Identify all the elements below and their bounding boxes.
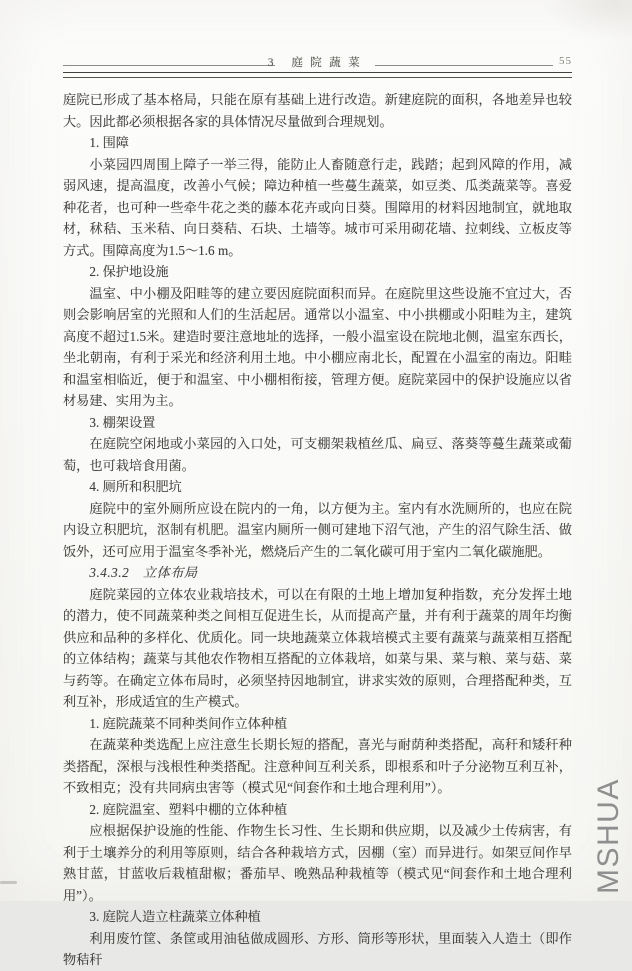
page-header <box>63 54 572 80</box>
chapter-title: 3 庭院蔬菜 <box>267 57 368 69</box>
numbered-heading: 2. 庭院温室、塑料中棚的立体种植 <box>89 801 288 817</box>
body-paragraph: 在蔬菜种类选配上应注意生长期长短的搭配，喜光与耐荫种类搭配，高秆和矮秆种类搭配，深根与浅根性种类搭配。注意种间互利关系，即根系和叶子分泌物互利互补，不致相克；没有共同病虫害等（模式见“间套作和土地合理利用”）。 <box>63 737 572 795</box>
watermark-text: MSHUA <box>592 778 625 894</box>
numbered-heading: 3. 庭院人造立柱蔬菜立体种植 <box>89 909 261 924</box>
numbered-heading: 1. 围障 <box>89 135 129 150</box>
body-paragraph: 温室、中小棚及阳畦等的建立要因庭院面积而异。在庭院里这些设施不宜过大，否则会影响居室的光照和人们的生活起居。通常以小温室、中小拱棚或小阳畦为主，建筑高度不超过1.5米。建造时要注意地址的选择，一般小温室设在院地北侧，温室东西长，坐北朝南，有利于采光和经济利用土地。中小棚应南北长，配置在小温室的南边。阳畦和温室相临近，便于和温室、中小棚相衔接，管理方便。庭院菜园中的保护设施应以省材易建、实用为主。 <box>63 285 572 408</box>
body-paragraph: 利用废竹筐、条筐或用油毡做成圆形、方形、筒形等形状，里面装入人造土（即作物秸秆 <box>63 930 572 967</box>
body-paragraph: 庭院菜园的立体农业栽培技术，可以在有限的土地上增加复种指数，充分发挥土地的潜力，使不同蔬菜种类之间相互促进生长，从而提高产量，并有利于蔬菜的周年均衡供应和品种的多样化、优质化。同一块地蔬菜立体栽培模式主要有蔬菜与蔬菜相互搭配的立体结构；蔬菜与其他农作物相互搭配的立体栽培，如菜与果、菜与粮、菜与菇、菜与药等。在确定立体布局时，必须坚持因地制宜，讲求实效的原则，合理搭配种类，互利互补，形成适宜的生产模式。 <box>63 586 572 709</box>
page-number: 55 <box>559 55 572 67</box>
body-paragraph: 庭院中的室外厕所应设在院内的一角，以方便为主。室内有水洗厕所的，也应在院内设立积肥坑，沤制有机肥。温室内厕所一侧可建地下沼气池，产生的沼气除生活、做饭外，还可应用于温室冬季补光，燃烧后产生的二氧化碳可用于室内二氧化碳施肥。 <box>63 500 572 559</box>
scan-smudge <box>542 0 632 40</box>
numbered-heading: 3. 棚架设置 <box>89 414 156 430</box>
body-paragraph: 应根据保护设施的性能、作物生长习性、生长期和供应期，以及减少土传病害，有利于土壤养分的利用等原则，结合各种栽培方式，因棚（室）而异进行。如架豆间作早熟甘蓝，甘蓝收后栽植甜椒；番茄早、晚熟品种栽植等（模式见“间套作和土地合理利用”）。 <box>63 823 572 903</box>
show-through-artifact <box>84 852 504 859</box>
section-heading: 3.4.3.2 立体布局 <box>89 565 198 580</box>
show-through-artifact <box>120 866 480 873</box>
body-paragraph: 小菜园四周围上障子一举三得，能防止人畜随意行走，践踏；起到风障的作用，减弱风速，提高温度，改善小气候；障边种植一些蔓生蔬菜，如豆类、瓜类蔬菜等。喜爱种花者，也可种一些牵牛花之类的藤本花卉或向日葵。围障用的材料因地制宜，就地取材，秫秸、玉米秸、向日葵秸、石块、土墙等。城市可采用砌花墙、拉刺线、立板皮等方式。围障高度为1.5～1.6 m。 <box>63 156 572 258</box>
body-paragraph: 庭院已形成了基本格局，只能在原有基础上进行改造。新建庭院的面积，各地差异也较大。因此都必须根据各家的具体情况尽量做到合理规划。 <box>63 92 572 129</box>
numbered-heading: 4. 厕所和积肥坑 <box>89 479 182 494</box>
body-paragraph: 在庭院空闲地或小菜园的入口处，可支棚架栽植丝瓜、扁豆、落葵等蔓生蔬菜或葡萄，也可栽培食用菌。 <box>63 436 572 473</box>
header-double-rule <box>63 72 572 78</box>
header-rule-right <box>375 65 553 66</box>
page-body <box>63 89 572 971</box>
numbered-heading: 1. 庭院蔬菜不同种类间作立体种植 <box>89 715 288 731</box>
numbered-heading: 2. 保护地设施 <box>89 264 169 279</box>
scan-edge-mark <box>0 881 17 884</box>
